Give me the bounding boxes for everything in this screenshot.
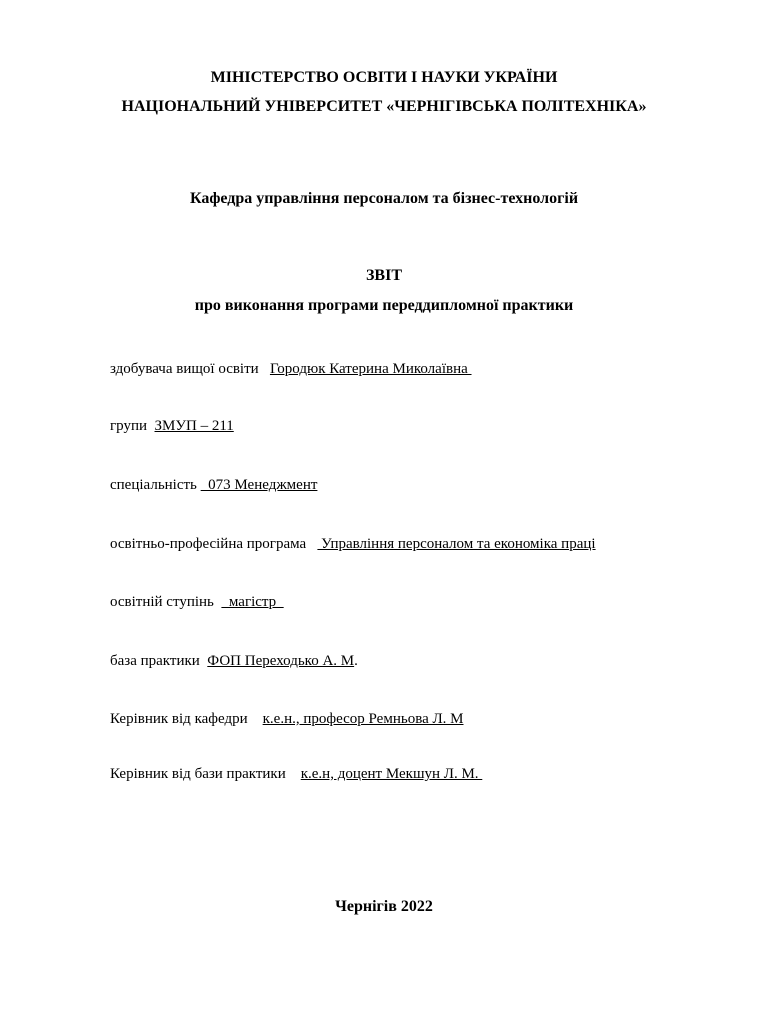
dept-supervisor-row [110, 709, 464, 729]
specialty-label: спеціальність [110, 477, 197, 493]
base-suffix: . [354, 653, 358, 669]
group-row [110, 416, 234, 436]
base-value: ФОП Переходько А. М [207, 653, 355, 669]
student-label: здобувача вищої освіти [110, 361, 259, 377]
student-row [110, 359, 472, 379]
dept-supervisor-value: к.е.н., професор Ремньова Л. М [262, 711, 464, 727]
group-label: групи [110, 418, 148, 434]
degree-label: освітній ступінь [110, 594, 214, 610]
program-label: освітньо-професійна програма [110, 536, 307, 552]
specialty-value: 073 Менеджмент [200, 477, 318, 493]
report-subtitle: про виконання програми переддипломної практики [194, 297, 574, 314]
group-value: ЗМУП – 211 [154, 418, 234, 434]
base-label: база практики [110, 653, 200, 669]
ministry-heading: МІНІСТЕРСТВО ОСВІТИ І НАУКИ УКРАЇНИ [210, 69, 558, 86]
specialty-row [110, 475, 317, 495]
department-heading: Кафедра управління персоналом та бізнес-технологій [189, 190, 579, 207]
student-value: Городюк Катерина Миколаївна [269, 361, 472, 377]
base-supervisor-row [110, 764, 482, 784]
city-year: Чернігів 2022 [335, 898, 433, 915]
program-row [110, 534, 596, 554]
dept-supervisor-label: Керівник від кафедри [110, 711, 248, 727]
degree-row [110, 592, 284, 612]
base-row [110, 651, 358, 671]
base-supervisor-value: к.е.н, доцент Мекшун Л. М. [300, 766, 483, 782]
program-value: Управління персоналом та економіка праці [317, 536, 596, 552]
base-supervisor-label: Керівник від бази практики [110, 766, 286, 782]
university-heading: НАЦІОНАЛЬНИЙ УНІВЕРСИТЕТ «ЧЕРНІГІВСЬКА ПОЛІТЕХНІКА» [121, 98, 647, 115]
degree-value: магістр [221, 594, 284, 610]
report-title: ЗВІТ [365, 267, 402, 284]
